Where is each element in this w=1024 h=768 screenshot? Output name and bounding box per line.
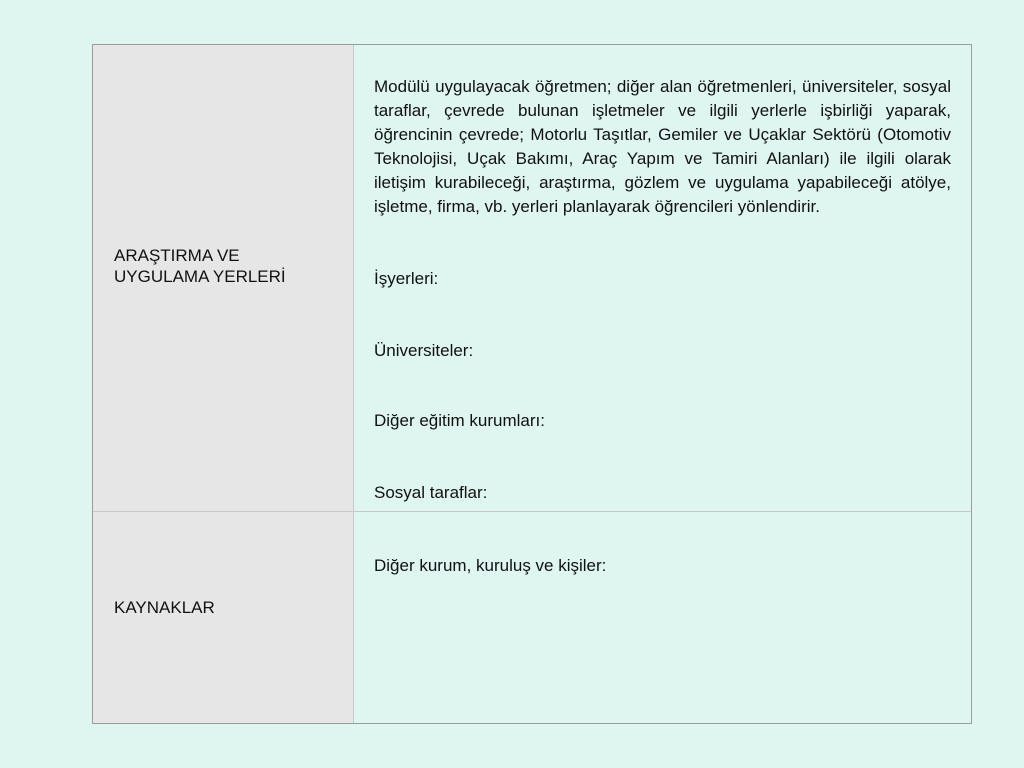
table-row bbox=[93, 45, 971, 512]
description-paragraph: Modülü uygulayacak öğretmen; diğer alan öğretmenleri, üniversiteler, sosyal taraflar, çevrede bulunan işletmeler ve ilgili yerlerle işbirliği yaparak, öğrencinin çevrede; Motorlu Taşıtlar, Gemiler ve Uçaklar Sektörü (Otomotiv Teknolojisi, Uçak Bakımı, Araç Yapım ve Tamiri Alanları) ile ilgili olarak iletişim kurabileceği, araştırma, gözlem ve uygulama yapabileceği atölye, işletme, firma, vb. yerleri planlayarak öğrencileri yönlendirir. bbox=[374, 77, 951, 216]
table-row bbox=[93, 512, 971, 723]
item-other-institutions: Diğer kurum, kuruluş ve kişiler: bbox=[374, 556, 607, 575]
label-cell-resources bbox=[93, 512, 354, 723]
item-social-partners: Sosyal taraflar: bbox=[374, 483, 488, 502]
label-cell-research-places bbox=[93, 45, 354, 511]
label-line: KAYNAKLAR bbox=[114, 598, 215, 617]
item-universities: Üniversiteler: bbox=[374, 341, 474, 360]
item-workplaces: İşyerleri: bbox=[374, 269, 439, 288]
content-cell-resources bbox=[354, 512, 971, 723]
label-line: UYGULAMA YERLERİ bbox=[114, 267, 286, 286]
item-other-education: Diğer eğitim kurumları: bbox=[374, 411, 545, 430]
label-resources bbox=[114, 597, 215, 618]
content-cell-research-places bbox=[354, 45, 971, 511]
label-line: ARAŞTIRMA VE bbox=[114, 246, 240, 265]
label-research-places bbox=[114, 245, 286, 287]
module-info-table bbox=[92, 44, 972, 724]
